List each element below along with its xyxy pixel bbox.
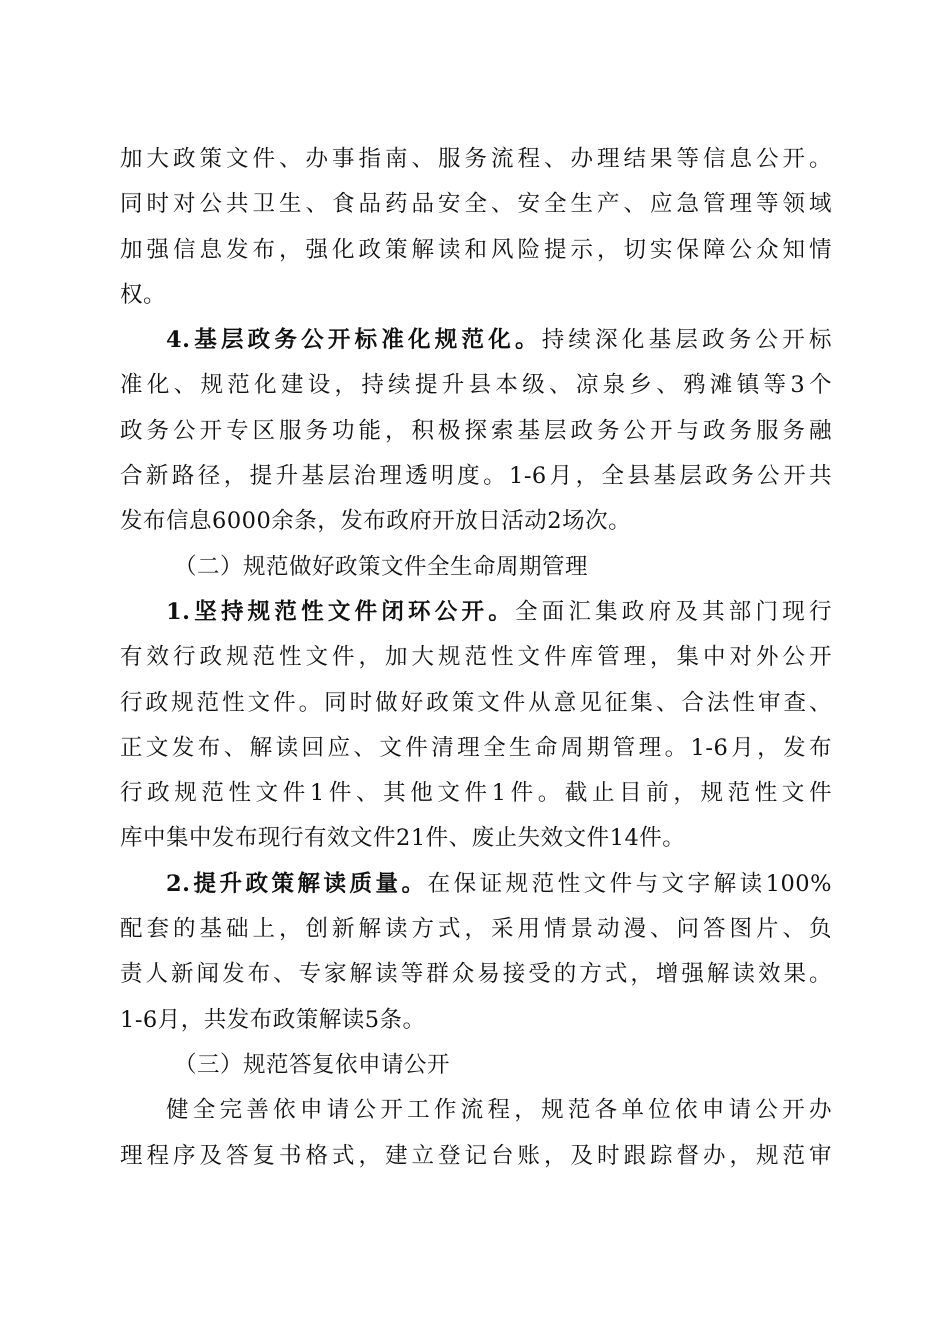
text-line: 理程序及答复书格式，建立登记台账，及时跟踪督办，规范审	[120, 1142, 832, 1169]
text-line: 配套的基础上，创新解读方式，采用情景动漫、问答图片、负	[120, 916, 832, 943]
text-line: 准化、规范化建设，持续提升县本级、凉泉乡、鸦滩镇等3个	[120, 372, 832, 399]
subheading-line	[120, 318, 832, 363]
subheading-text: 在保证规范性文件与文字解读100%	[427, 870, 833, 897]
text-line: 权。	[120, 281, 167, 308]
text-line: 有效行政规范性文件，加大规范性文件库管理，集中对外公开	[120, 644, 832, 671]
subheading-title: 4.基层政务公开标准化规范化。	[166, 327, 542, 354]
subheading-title: 1.坚持规范性文件闭环公开。	[166, 598, 515, 625]
text-line: 加大政策文件、办事指南、服务流程、办理结果等信息公开。	[120, 146, 832, 172]
text-line: 合新路径，提升基层治理透明度。1-6月，全县基层政务公开共	[120, 463, 832, 490]
text-line: 政务公开专区服务功能，积极探索基层政务公开与政务服务融	[120, 417, 832, 444]
subheading-text: 持续深化基层政务公开标	[541, 327, 832, 354]
text-line: 责人新闻发布、专家解读等群众易接受的方式，增强解读效果。	[120, 961, 832, 988]
text-line: 发布信息6000余条，发布政府开放日活动2场次。	[120, 508, 632, 535]
text-line: 库中集中发布现行有效文件21件、废止失效文件14件。	[120, 825, 686, 852]
text-line: 同时对公共卫生、食品药品安全、安全生产、应急管理等领域	[120, 191, 832, 218]
text-line: 加强信息发布，强化政策解读和风险提示，切实保障公众知情	[120, 236, 832, 263]
text-line: 1-6月，共发布政策解读5条。	[120, 1006, 426, 1033]
section-heading: （二）规范做好政策文件全生命周期管理	[174, 553, 589, 580]
section-heading: （三）规范答复依申请公开	[174, 1051, 451, 1078]
subheading-line	[120, 590, 832, 635]
subheading-line	[120, 862, 832, 907]
document-body	[120, 137, 832, 1179]
text-line: 行政规范性文件1件、其他文件1件。截止目前，规范性文件	[120, 780, 832, 807]
subheading-text: 全面汇集政府及其部门现行	[514, 598, 832, 625]
text-line: 健全完善依申请公开工作流程，规范各单位依申请公开办	[166, 1097, 832, 1124]
text-line: 行政规范性文件。同时做好政策文件从意见征集、合法性审查、	[120, 689, 832, 716]
text-line: 正文发布、解读回应、文件清理全生命周期管理。1-6月，发布	[120, 734, 832, 761]
subheading-title: 2.提升政策解读质量。	[166, 870, 428, 897]
